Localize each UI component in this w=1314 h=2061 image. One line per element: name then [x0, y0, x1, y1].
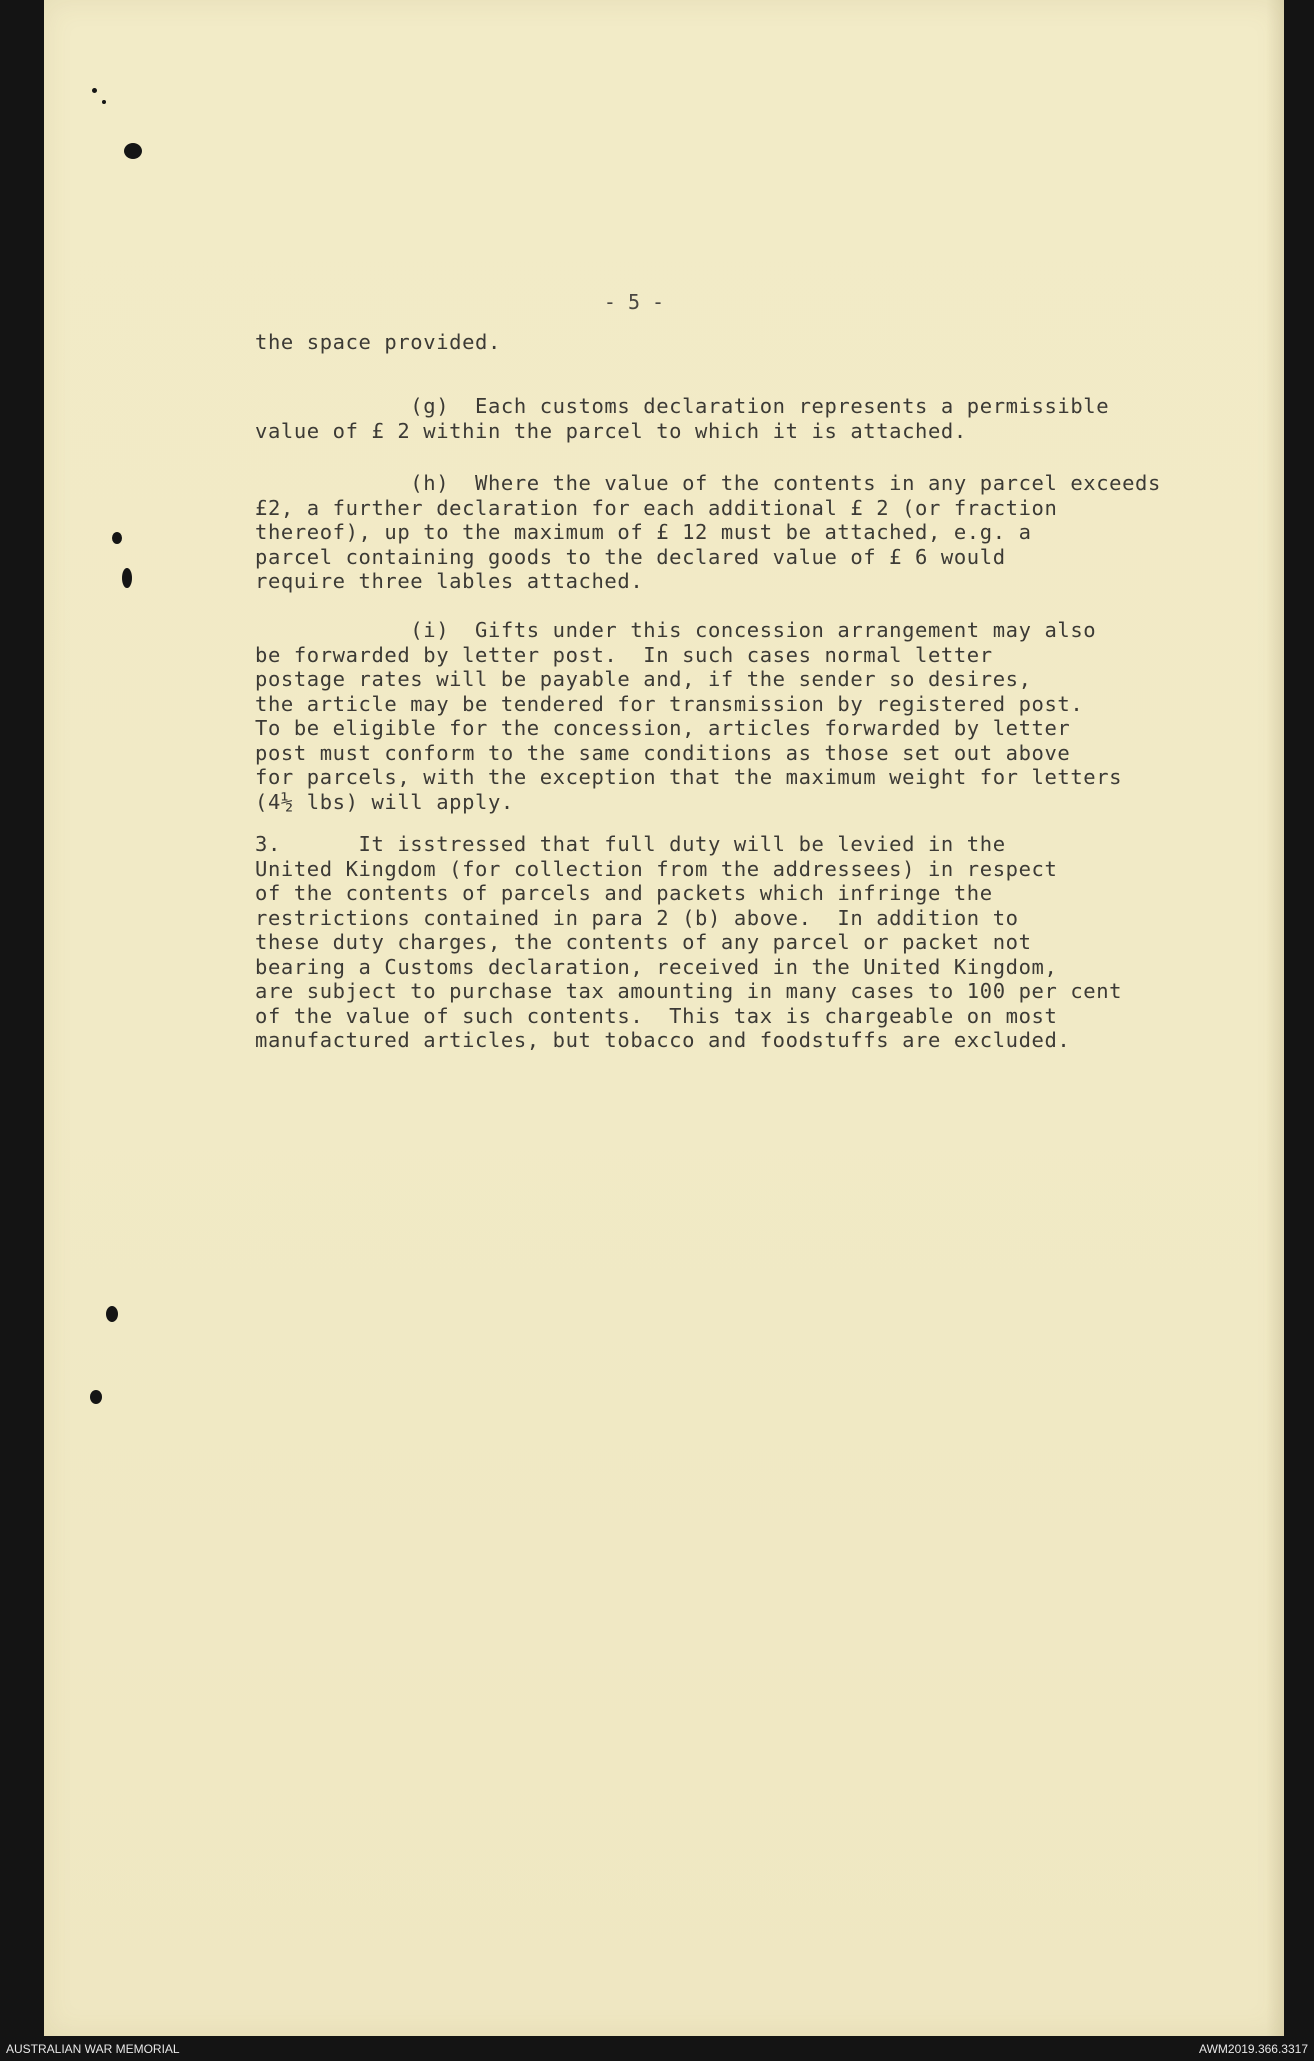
archive-footer [0, 2036, 1314, 2061]
punch-hole-mark [90, 1390, 102, 1404]
footer-item-id: AWM2019.366.3317 [1199, 2042, 1308, 2056]
paper-edge-shadow [1266, 0, 1284, 2036]
paragraph-continuation: the space provided. [255, 330, 501, 354]
punch-hole-mark [102, 100, 106, 104]
punch-hole-mark [92, 88, 97, 93]
punch-hole-mark [124, 143, 142, 159]
page-number: - 5 - [603, 290, 665, 314]
paragraph-h: (h) Where the value of the contents in any parcel exceeds £2, a further declaration for each additional £ 2 (or fraction thereof), up to the maximum of £ 12 must be attached, e.g. a parcel containing goods to the declared value of £ 6 would require three lables attached. [255, 471, 1161, 593]
footer-institution: AUSTRALIAN WAR MEMORIAL [6, 2042, 180, 2056]
paragraph-g: (g) Each customs declaration represents a permissible value of £ 2 within the parcel to which it is attached. [255, 394, 1110, 443]
punch-hole-mark [106, 1306, 118, 1322]
document-page [44, 0, 1284, 2036]
punch-hole-mark [112, 532, 122, 544]
punch-hole-mark [122, 568, 132, 588]
paragraph-3: 3. It isstressed that full duty will be levied in the United Kingdom (for collection from the addressees) in respect of the contents of parcels and packets which infringe the restrictions contained in para 2 (b) above. In addition to these duty charges, the contents of any parcel or packet not bearing a Customs declaration, received in the United Kingdom, are subject to purchase tax amounting in many cases to 100 per cent of the value of such contents. This tax is chargeable on most manufactured articles, but tobacco and foodstuffs are excluded. [255, 832, 1123, 1052]
typed-text-body [255, 330, 1235, 1052]
paragraph-i: (i) Gifts under this concession arrangement may also be forwarded by letter post. In such cases normal letter postage rates will be payable and, if the sender so desires, the article may be tendered for transmission by registered post. To be eligible for the concession, articles forwarded by letter post must conform to the same conditions as those set out above for parcels, with the exception that the maximum weight for letters (4½ lbs) will apply. [255, 618, 1123, 814]
